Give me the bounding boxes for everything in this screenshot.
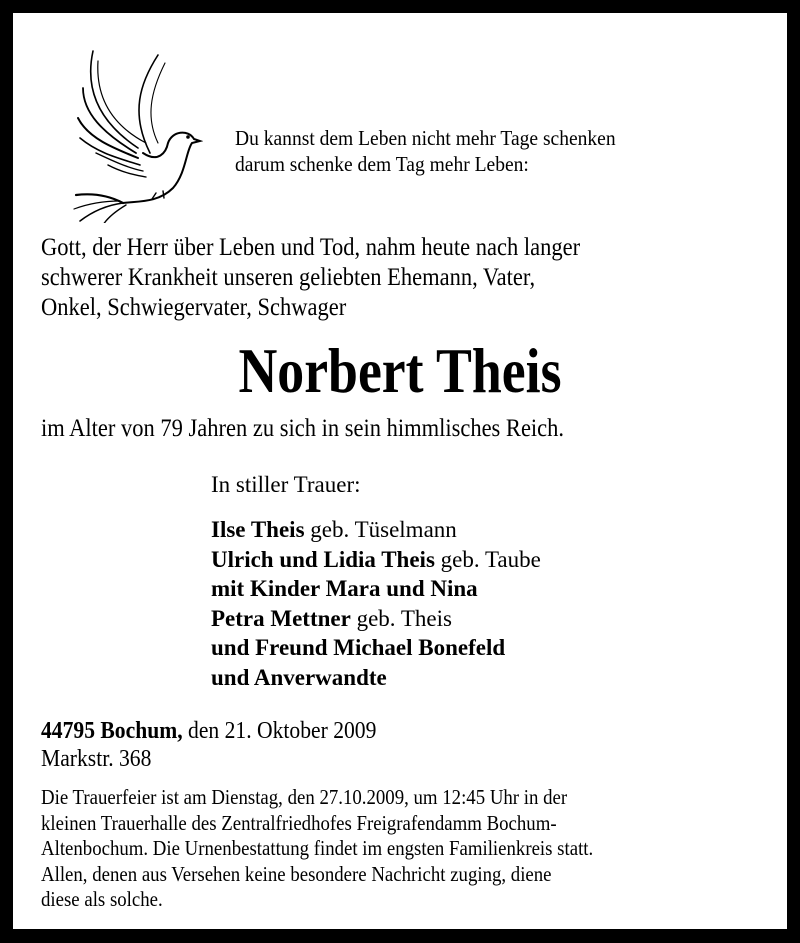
- mourner-entry: und Freund Michael Bonefeld: [211, 635, 506, 661]
- age-line: im Alter von 79 Jahren zu sich in sein himmlisches Reich.: [41, 415, 565, 442]
- mourners-list: [211, 515, 541, 693]
- notice-line: kleinen Trauerhalle des Zentralfriedhofes Freigrafendamm Bochum-: [41, 810, 557, 835]
- quote-line: darum schenke dem Tag mehr Leben:: [235, 152, 529, 176]
- street: Markstr. 368: [41, 746, 152, 772]
- mourner-entry: Petra Mettner geb. Theis: [211, 605, 452, 631]
- obituary-notice: [13, 13, 787, 929]
- notice-line: diese als solche.: [41, 887, 163, 911]
- date: den 21. Oktober 2009: [182, 718, 377, 744]
- mourner-entry: Ulrich und Lidia Theis geb. Taube: [211, 546, 541, 572]
- notice-line: Die Trauerfeier ist am Dienstag, den 27.10.2009, um 12:45 Uhr in der: [41, 785, 568, 809]
- notice-line: Altenbochum. Die Urnenbestattung findet im engsten Familienkreis statt.: [41, 836, 594, 860]
- dove-icon: [68, 43, 203, 223]
- intro-line: schwerer Krankheit unseren geliebten Ehemann, Vater,: [41, 264, 536, 291]
- intro-text: [41, 233, 580, 323]
- mourner-entry: und Anverwandte: [211, 664, 387, 690]
- deceased-name: Norbert Theis: [238, 335, 562, 406]
- memorial-quote: [235, 125, 616, 177]
- funeral-notice: [41, 785, 593, 913]
- notice-line: Allen, denen aus Versehen keine besondere Nachricht zuging, diene: [41, 861, 552, 886]
- place-and-date: [41, 717, 376, 773]
- mourning-heading: In stiller Trauer:: [211, 472, 361, 497]
- city: 44795 Bochum,: [41, 718, 183, 744]
- intro-line: Onkel, Schwiegervater, Schwager: [41, 294, 347, 321]
- intro-line: Gott, der Herr über Leben und Tod, nahm heute nach langer: [41, 234, 581, 261]
- mourner-entry: mit Kinder Mara und Nina: [211, 576, 478, 602]
- mourner-entry: Ilse Theis geb. Tüselmann: [211, 517, 457, 542]
- city-date-line: [41, 717, 376, 745]
- quote-line: Du kannst dem Leben nicht mehr Tage schenken: [235, 126, 616, 150]
